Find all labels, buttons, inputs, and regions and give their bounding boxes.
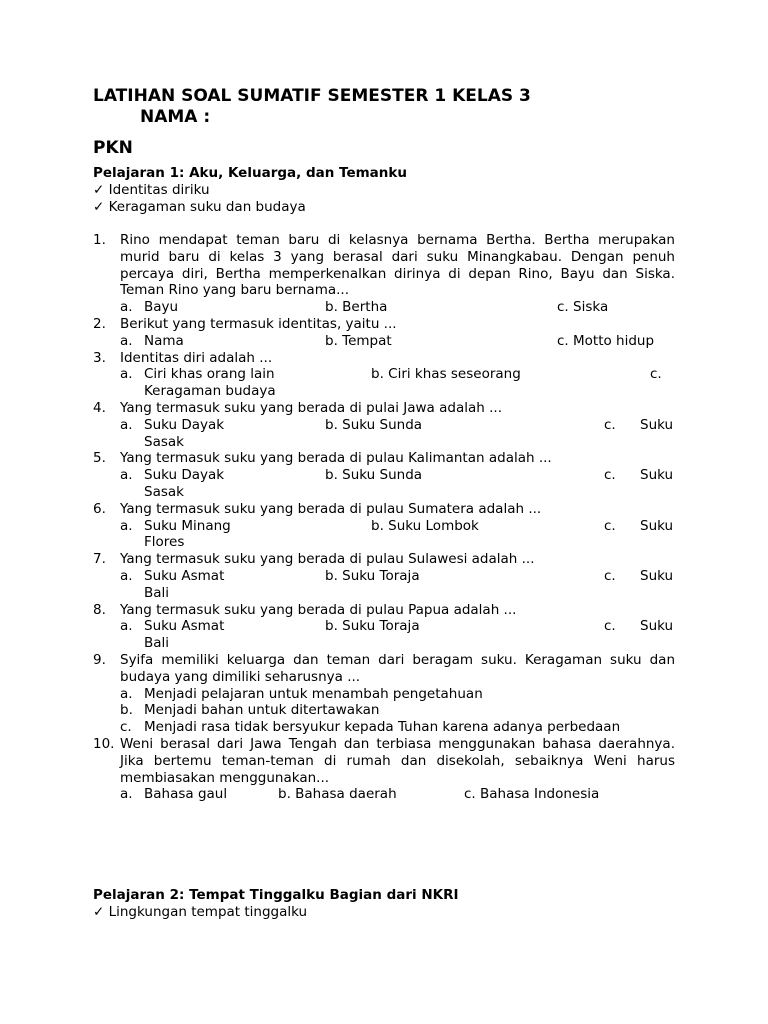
option-c-text: Sasak — [144, 483, 184, 500]
option-a-letter: a. — [120, 332, 133, 349]
option-c — [120, 719, 675, 736]
option-c-text: Sasak — [144, 433, 184, 450]
question-9 — [93, 652, 675, 736]
name-field-label: NAMA : — [140, 107, 211, 127]
question-text: Weni berasal dari Jawa Tengah dan terbiasa menggunakan bahasa daerahnya. Jika bertemu teman-teman di rumah dan disekolah, sebaiknya Weni harus membiasakan menggunakan... — [120, 735, 675, 786]
answer-options — [120, 417, 675, 434]
option-a-letter: a. — [120, 786, 133, 803]
option-a-text: Nama — [144, 332, 184, 349]
option-b: b. Suku Toraja — [325, 618, 420, 635]
question-1 — [93, 232, 675, 316]
option-b: b. Suku Toraja — [325, 567, 420, 584]
answer-options — [120, 568, 675, 585]
option-b: b. Ciri khas seseorang — [371, 366, 521, 383]
question-text: Identitas diri adalah ... — [120, 349, 273, 366]
answer-options — [120, 518, 675, 535]
option-a-text: Suku Minang — [144, 517, 231, 534]
option-a-text: Suku Asmat — [144, 567, 225, 584]
question-number: 3. — [93, 349, 106, 366]
lesson-1-check-2: ✓ Keragaman suku dan budaya — [93, 199, 306, 215]
option-a-text: Suku Dayak — [144, 416, 225, 433]
subject-heading: PKN — [93, 138, 133, 158]
option-b — [120, 702, 675, 719]
question-number: 9. — [93, 651, 106, 668]
lesson-1-check-1: ✓ Identitas diriku — [93, 182, 210, 198]
question-2 — [93, 316, 675, 350]
option-a-text: Bahasa gaul — [144, 786, 228, 803]
option-c: c. Motto hidup — [557, 332, 655, 349]
option-c-letter: c. — [650, 366, 662, 383]
option-a-letter: a. — [120, 618, 133, 635]
question-text: Yang termasuk suku yang berada di pulai Jawa adalah ... — [120, 399, 502, 416]
option-c-word: Suku — [640, 467, 674, 484]
question-list — [93, 232, 675, 803]
question-7 — [93, 551, 675, 601]
question-text: Yang termasuk suku yang berada di pulau Papua adalah ... — [120, 601, 517, 618]
option-a-text: Menjadi pelajaran untuk menambah pengetahuan — [144, 685, 483, 702]
answer-options — [120, 333, 675, 350]
question-text: Yang termasuk suku yang berada di pulau Sumatera adalah ... — [120, 500, 542, 517]
option-b: b. Suku Sunda — [325, 467, 423, 484]
answer-options — [120, 299, 675, 316]
option-c-text: Bali — [144, 584, 170, 601]
option-a-letter: a. — [120, 685, 133, 702]
option-a — [120, 686, 675, 703]
option-b-text: Menjadi bahan untuk ditertawakan — [144, 702, 380, 719]
option-c-text: Keragaman budaya — [144, 383, 276, 400]
option-b-letter: b. — [120, 702, 133, 719]
question-text: Syifa memiliki keluarga dan teman dari beragam suku. Keragaman suku dan budaya yang dimiliki seharusnya ... — [120, 651, 675, 685]
option-a-text: Suku Asmat — [144, 618, 225, 635]
option-c-letter: c. — [604, 567, 616, 584]
question-text: Yang termasuk suku yang berada di pulau Kalimantan adalah ... — [120, 450, 552, 467]
option-b: b. Bertha — [325, 299, 388, 316]
question-text: Berikut yang termasuk identitas, yaitu ... — [120, 315, 397, 332]
option-c-word: Suku — [640, 567, 674, 584]
question-number: 10. — [93, 735, 115, 752]
option-c-letter: c. — [604, 517, 616, 534]
question-number: 2. — [93, 315, 106, 332]
option-c: c. Bahasa Indonesia — [464, 786, 600, 803]
document-page — [93, 86, 675, 921]
option-a-letter: a. — [120, 416, 133, 433]
document-title: LATIHAN SOAL SUMATIF SEMESTER 1 KELAS 3 — [93, 86, 531, 106]
option-a-letter: a. — [120, 366, 133, 383]
question-number: 7. — [93, 551, 106, 568]
option-a-text: Ciri khas orang lain — [144, 366, 275, 383]
option-c-text: Flores — [144, 534, 185, 551]
option-b: b. Suku Lombok — [371, 517, 479, 534]
question-number: 8. — [93, 601, 106, 618]
question-3 — [93, 350, 675, 400]
lesson-2-check-1: ✓ Lingkungan tempat tinggalku — [93, 904, 308, 921]
question-number: 4. — [93, 399, 106, 416]
option-c-word: Suku — [640, 618, 674, 635]
option-c: c. Siska — [557, 299, 609, 316]
option-c-letter: c. — [120, 719, 132, 736]
option-c-text: Menjadi rasa tidak bersyukur kepada Tuhan karena adanya perbedaan — [144, 719, 621, 736]
question-5 — [93, 450, 675, 500]
option-b: b. Bahasa daerah — [278, 786, 397, 803]
question-10 — [93, 736, 675, 803]
option-c-word: Suku — [640, 416, 674, 433]
question-text: Rino mendapat teman baru di kelasnya bernama Bertha. Bertha merupakan murid baru di kelas 3 yang berasal dari suku Minangkabau. Dengan penuh percaya diri, Bertha memperkenalkan dirinya di depan Rino, Bayu dan Siska. Teman Rino yang baru bernama... — [120, 232, 675, 299]
answer-options — [120, 618, 675, 635]
answer-options — [120, 786, 675, 803]
question-text: Yang termasuk suku yang berada di pulau Sulawesi adalah ... — [120, 551, 535, 568]
option-a-text: Bayu — [144, 299, 179, 316]
option-a-letter: a. — [120, 299, 133, 316]
option-b: b. Tempat — [325, 332, 392, 349]
option-c-letter: c. — [604, 618, 616, 635]
question-6 — [93, 501, 675, 551]
option-b: b. Suku Sunda — [325, 416, 423, 433]
option-c-letter: c. — [604, 467, 616, 484]
question-number: 1. — [93, 232, 106, 248]
option-a-letter: a. — [120, 467, 133, 484]
option-a-letter: a. — [120, 517, 133, 534]
lesson-2-title: Pelajaran 2: Tempat Tinggalku Bagian dari NKRI — [93, 887, 459, 904]
option-a-letter: a. — [120, 567, 133, 584]
answer-options — [120, 366, 675, 383]
option-c-letter: c. — [604, 416, 616, 433]
answer-options — [120, 467, 675, 484]
question-4 — [93, 400, 675, 450]
question-8 — [93, 602, 675, 652]
question-number: 6. — [93, 500, 106, 517]
option-a-text: Suku Dayak — [144, 467, 225, 484]
question-number: 5. — [93, 450, 106, 467]
option-c-word: Suku — [640, 517, 674, 534]
lesson-1-title: Pelajaran 1: Aku, Keluarga, dan Temanku — [93, 165, 407, 181]
option-c-text: Bali — [144, 635, 170, 652]
